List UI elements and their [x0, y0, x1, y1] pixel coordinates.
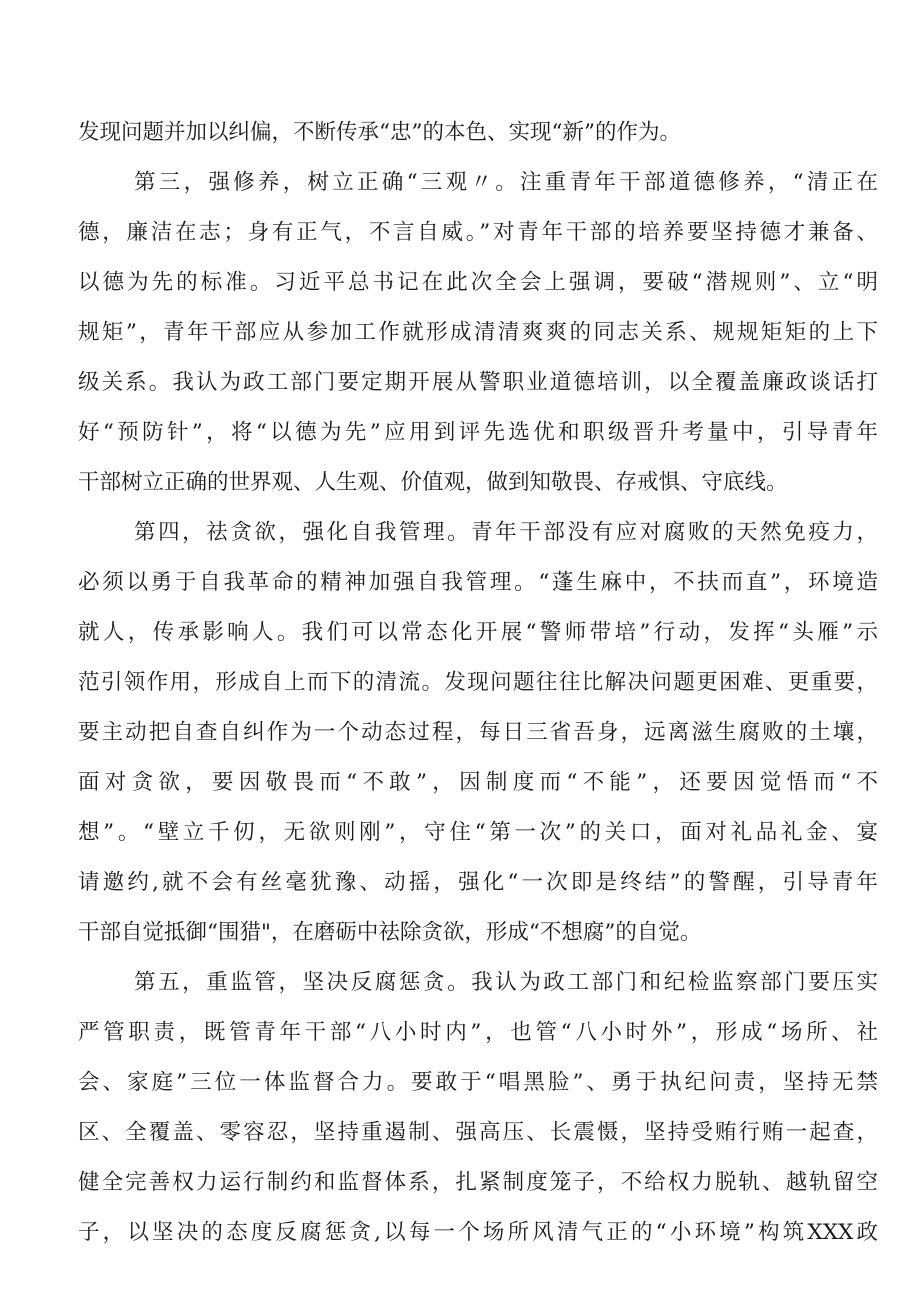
text-line: 级关系。我认为政工部门要定期开展从警职业道德培训，以全覆盖廉政谈话打 [78, 370, 878, 395]
text-line: 干部树立正确的世界观、人生观、价值观，做到知敬畏、存戒惧、守底线。 [78, 470, 788, 495]
text-line: 面对贪欲，要因敬畏而“不敢”，因制度而“不能”，还要因觉悟而“不 [78, 770, 878, 795]
text-line: 严管职责，既管青年干部“八小时内”，也管“八小时外”，形成“场所、社 [78, 1020, 878, 1045]
text-line: 第三，强修养，树立正确“三观〃。注重青年干部道德修养，“清正在 [134, 170, 878, 195]
paragraph [78, 508, 878, 958]
text-line: 子，以坚决的态度反腐惩贪,以每一个场所风清气正的“小环境”构筑XXX政 [78, 1220, 878, 1245]
document-page [78, 108, 878, 1258]
paragraph [78, 958, 878, 1258]
text-line: 想”。“壁立千仞，无欲则刚”，守住“第一次”的关口，面对礼品礼金、宴 [78, 820, 878, 845]
text-line: 请邀约,就不会有丝毫犹豫、动摇，强化“一次即是终结”的警醒，引导青年 [78, 870, 878, 895]
text-line: 好“预防针”，将“以德为先”应用到评先选优和职级晋升考量中，引导青年 [78, 420, 878, 445]
text-line: 规矩”，青年干部应从参加工作就形成清清爽爽的同志关系、规规矩矩的上下 [78, 320, 878, 345]
text-line: 会、家庭”三位一体监督合力。要敢于“唱黑脸”、勇于执纪问责，坚持无禁 [78, 1070, 878, 1095]
text-line: 区、全覆盖、零容忍，坚持重遏制、强高压、长震慑，坚持受贿行贿一起查， [78, 1120, 878, 1145]
text-line: 要主动把自查自纠作为一个动态过程，每日三省吾身，远离滋生腐败的土壤， [78, 720, 878, 745]
text-line: 干部自觉抵御“围猎"，在磨砺中祛除贪欲，形成“不想腐”的自觉。 [78, 920, 702, 945]
text-line: 德，廉洁在志；身有正气，不言自威。”对青年干部的培养要坚持德才兼备、 [78, 220, 878, 245]
paragraph [78, 108, 878, 158]
text-line: 健全完善权力运行制约和监督体系，扎紧制度笼子，不给权力脱轨、越轨留空 [78, 1170, 878, 1195]
paragraph [78, 158, 878, 508]
text-line: 就人，传承影响人。我们可以常态化开展“警师带培”行动，发挥“头雁”示 [78, 620, 878, 645]
text-line: 以德为先的标准。习近平总书记在此次全会上强调，要破“潜规则”、立“明 [78, 270, 878, 295]
text-line: 发现问题并加以纠偏，不断传承“忠”的本色、实现“新”的作为。 [78, 120, 681, 145]
text-line: 第五，重监管，坚决反腐惩贪。我认为政工部门和纪检监察部门要压实 [134, 970, 878, 995]
text-line: 第四，祛贪欲，强化自我管理。青年干部没有应对腐败的天然免疫力， [134, 520, 878, 545]
text-line: 范引领作用，形成自上而下的清流。发现问题往往比解决问题更困难、更重要， [78, 670, 878, 695]
text-line: 必须以勇于自我革命的精神加强自我管理。“蓬生麻中，不扶而直”，环境造 [78, 570, 878, 595]
